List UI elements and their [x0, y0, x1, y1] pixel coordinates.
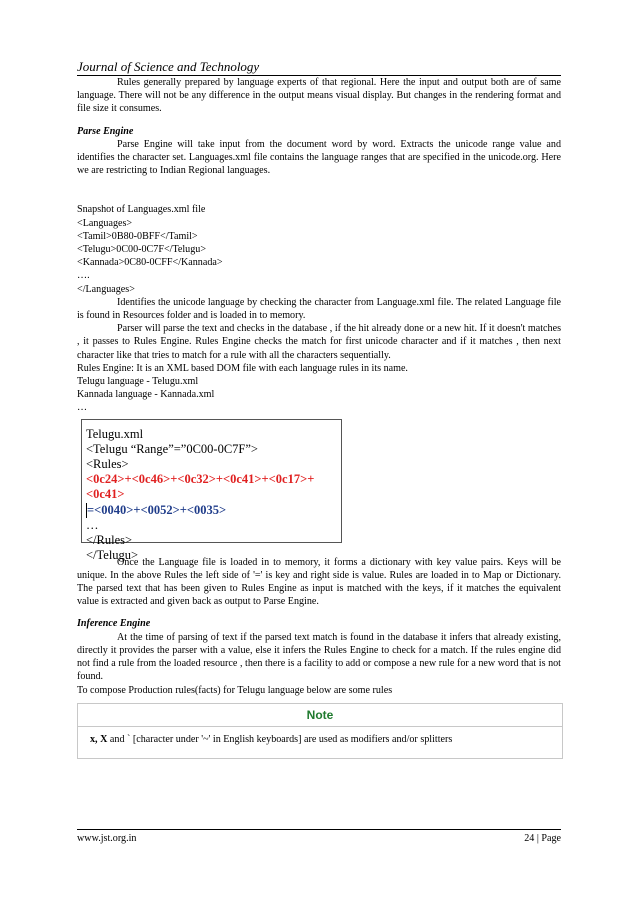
- snapshot-line: ….: [77, 270, 90, 282]
- snapshot-line: <Languages>: [77, 217, 133, 229]
- dictionary-paragraph: Once the Language file is loaded in to memory, it forms a dictionary with key value pairs. Keys will be unique. In the above Rules the left side of '=' is key and right side is value. Rules are loaded in to Map or Dictionary. The parsed text that has been given to Rules Engine as input is matched with the keys, if it matches the equivalent value is extracted and given back as output to Parse Engine.: [77, 556, 561, 608]
- note-title: Note: [78, 704, 562, 727]
- code-line: </Rules>: [86, 533, 133, 548]
- note-body: [78, 727, 562, 758]
- parse-engine-heading: Parse Engine: [77, 125, 134, 137]
- rules-engine-line: …: [77, 402, 88, 414]
- rules-engine-line: Rules Engine: It is an XML based DOM file with each language rules in its name.: [77, 362, 408, 374]
- identify-paragraph: Identifies the unicode language by checking the character from Language.xml file. The related Language file is found in Resources folder and is loaded in to memory.: [77, 296, 561, 322]
- journal-title: Journal of Science and Technology: [77, 59, 260, 74]
- snapshot-line: <Tamil>0B80-0BFF</Tamil>: [77, 230, 198, 242]
- snapshot-line: Snapshot of Languages.xml file: [77, 204, 206, 216]
- parse-engine-paragraph: Parse Engine will take input from the document word by word. Extracts the unicode range value and identifies the character set. Languages.xml file contains the language ranges that are specified in the unicode.org. Here we are restricting to Indian Regional languages.: [77, 138, 561, 177]
- languages-snapshot: [77, 203, 561, 295]
- snapshot-line: </Languages>: [77, 283, 135, 295]
- page-footer: [77, 829, 561, 844]
- code-line: <Rules>: [86, 457, 129, 472]
- journal-header: [77, 60, 561, 76]
- code-line: <Telugu “Range”=”0C00-0C7F”>: [86, 441, 258, 456]
- intro-paragraph: Rules generally prepared by language experts of that regional. Here the input and output both are of same language. There will not be any difference in the output means visual display. But changes in the rendering format and file size it consumes.: [77, 77, 561, 115]
- rules-engine-line: Kannada language - Kannada.xml: [77, 389, 215, 401]
- note-box: [77, 703, 563, 759]
- snapshot-line: <Telugu>0C00-0C7F</Telugu>: [77, 244, 207, 256]
- telugu-xml-code-box: [81, 419, 342, 563]
- parser-paragraph: Parser will parse the text and checks in the database , if the hit already done or a new hit. If it doesn't matches , it passes to Rules Engine. Rules Engine checks the match for first unicode character and if it matches , then next character like that tries to match for a rule with all the characters sequentially.: [77, 323, 561, 361]
- code-line: …: [86, 517, 99, 532]
- code-line: </Telugu>: [86, 548, 139, 563]
- page-body: [77, 76, 561, 759]
- inference-engine-heading: Inference Engine: [77, 618, 151, 630]
- note-rest: ` [character under '~' in English keyboards] are used as modifiers and/or splitters: [127, 733, 453, 745]
- code-line-key: <0c24>+<0c46>+<0c32>+<0c41>+<0c17>+<0c41>: [86, 472, 315, 502]
- inference-engine-paragraph: At the time of parsing of text if the parsed text match is found in the database it infers that already existing, directly it provides the parser with a value, else it infers the Rules Engine to check for a match. If the rules engine did not find a rule from the loaded resource , then there is a facility to add or compose a new rule for a new word that is not found.: [77, 631, 561, 683]
- footer-page-number: 24 | Page: [524, 833, 561, 844]
- compose-line: To compose Production rules(facts) for Telugu language below are some rules: [77, 684, 393, 696]
- snapshot-line: <Kannada>0C80-0CFF</Kannada>: [77, 257, 223, 269]
- note-bold-part: x, X: [90, 733, 108, 745]
- code-line-value: =<0040>+<0052>+<0035>: [86, 503, 341, 518]
- rules-engine-lines: [77, 362, 561, 415]
- rules-engine-line: Telugu language - Telugu.xml: [77, 376, 199, 388]
- code-line: Telugu.xml: [86, 426, 144, 441]
- footer-website: www.jst.org.in: [77, 833, 137, 844]
- note-and-text: and: [107, 733, 128, 745]
